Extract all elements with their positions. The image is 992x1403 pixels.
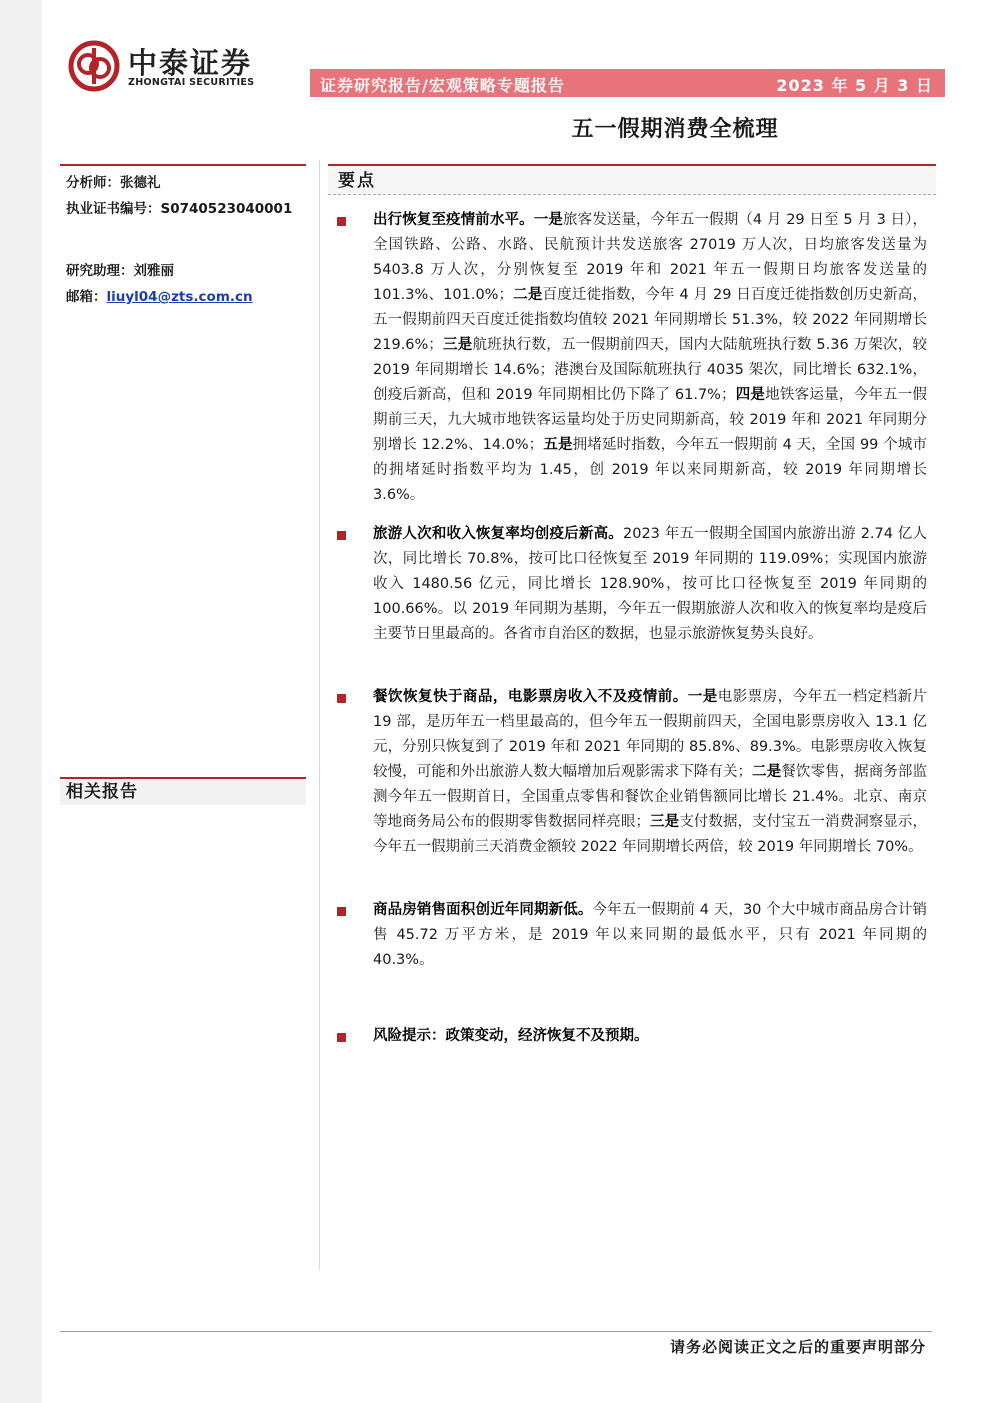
report-type: 证券研究报告/宏观策略专题报告 [320,76,565,95]
key-point-body: 地铁客运量，今年五一假期前三天，九大城市地铁客运量均处于历史同期新高，较 2019 年和 2021 年同期分别增长 12.2%、14.0%； [373,387,928,453]
key-point-body: 拥堵延时指数，今年五一假期前 4 天，全国 99 个城市的拥堵延时指数平均为 1.45，创 2019 年以来同期新高，较 2019 年同期增长 3.6%。 [373,437,927,503]
key-point-lead: 商品房销售面积创近年同期新低。 [373,902,593,918]
key-point-body: 支付数据，支付宝五一消费洞察显示，今年五一假期前三天消费金额较 2022 年同期增长两倍，较 2019 年同期增长 70%。 [373,814,928,855]
report-date: 2023 年 5 月 3 日 [776,76,933,95]
footer-disclaimer: 请务必阅读正文之后的重要声明部分 [669,1338,926,1356]
key-point-ordinal: 二是 [752,764,782,780]
key-point-ordinal: 二是 [512,287,543,303]
assistant-line [66,258,306,284]
analyst-info [66,170,306,310]
key-point-text [373,685,927,860]
email-line [66,284,306,310]
cert-number: S0740523040001 [160,201,293,217]
key-point-ordinal: 三是 [442,337,473,353]
key-point-body: 餐饮零售，据商务部监测今年五一假期首日，全国重点零售和餐饮企业销售额同比增长 21.4%。北京、南京等地商务局公布的假期零售数据同样亮眼； [373,764,928,830]
assistant-label: 研究助理： [66,263,134,279]
company-logo [68,40,268,96]
key-point-ordinal: 四是 [735,387,766,403]
key-point-lead: 出行恢复至疫情前水平。 [373,212,534,228]
email-label: 邮箱： [66,289,107,305]
logo-text-cn: 中泰证券 [128,46,253,80]
key-point-body: 电影票房，今年五一档定档新片 19 部，是历年五一档里最高的，但今年五一假期前四天，全国电影票房收入 13.1 亿元，分别只恢复到了 2019 年和 2021 年同期的 85.8%、89.3%。电影票房收入恢复较慢，可能和外出旅游人数大幅增加后观影需求下降有关； [373,689,928,780]
related-reports-heading: 相关报告 [60,779,306,805]
bullet-square-icon [337,217,346,226]
key-point-text [373,208,927,508]
document-title: 五一假期消费全梳理 [571,117,779,142]
key-point-lead: 旅游人次和收入恢复率均创疫后新高。 [373,526,623,542]
bullet-square-icon [337,907,346,916]
assistant-name: 刘雅丽 [133,263,174,279]
cert-label: 执业证书编号： [66,201,161,217]
key-point-ordinal: 五是 [543,437,573,453]
logo-mark-icon [68,40,120,92]
email-link[interactable]: liuyl04@zts.com.cn [106,289,253,305]
key-point-ordinal: 一是 [687,689,718,705]
key-point-text [373,522,927,647]
cert-line [66,196,306,222]
key-point-ordinal: 一是 [533,212,563,228]
key-point-lead: 餐饮恢复快于商品，电影票房收入不及疫情前。 [373,689,688,705]
report-header-bar [310,69,945,97]
key-point-body: 旅客发送量，今年五一假期（4 月 29 日至 5 月 3 日），全国铁路、公路、水路、民航预计共发送旅客 27019 万人次，日均旅客发送量为 5403.8 万人次，分别恢复至 2019 年和 2021 年五一假期日均旅客发送量的 101.3%、101.0%； [373,212,928,303]
left-margin-strip [0,0,42,1403]
bullet-square-icon [337,1033,346,1042]
key-point-text [373,1024,927,1049]
key-point-body: 2023 年五一假期全国国内旅游出游 2.74 亿人次，同比增长 70.8%，按可比口径恢复至 2019 年同期的 119.09%；实现国内旅游收入 1480.56 亿元，同比增长 128.90%，按可比口径恢复至 2019 年同期的 100.66%。以 2019 年同期为基期，今年五一假期旅游人次和收入的恢复率均是疫后主要节日里最高的。各省市自治区的数据，也显示旅游恢复势头良好。 [373,526,928,642]
key-points-section [328,164,936,195]
related-reports [60,777,306,805]
key-point-body: 航班执行数，五一假期前四天，国内大陆航班执行数 5.36 万架次，较 2019 年同期增长 14.6%；港澳台及国际航班执行 4035 架次，同比增长 632.1%，创疫后新高，但和 2019 年同期相比仍下降了 61.7%； [373,337,927,403]
column-divider [319,160,320,1270]
key-point-ordinal: 三是 [649,814,680,830]
analyst-name: 张德礼 [120,175,161,191]
footer-rule [60,1331,932,1332]
analyst-section-rule [60,164,306,166]
logo-text-en: ZHONGTAI SECURITIES [128,77,255,88]
analyst-label: 分析师： [66,175,120,191]
key-point-body: 今年五一假期前 4 天，30 个大中城市商品房合计销售 45.72 万平方米，是 2019 年以来同期的最低水平，只有 2021 年同期的 40.3%。 [373,902,927,968]
key-points-heading: 要点 [328,166,936,195]
analyst-line [66,170,306,196]
key-point-body: 百度迁徙指数，今年 4 月 29 日百度迁徙指数创历史新高，五一假期前四天百度迁徙指数均值较 2021 年同期增长 51.3%，较 2022 年同期增长 219.6%； [373,287,927,353]
bullet-square-icon [337,531,346,540]
bullet-square-icon [337,694,346,703]
key-point-lead: 风险提示：政策变动，经济恢复不及预期。 [373,1028,649,1044]
key-point-text [373,898,927,973]
